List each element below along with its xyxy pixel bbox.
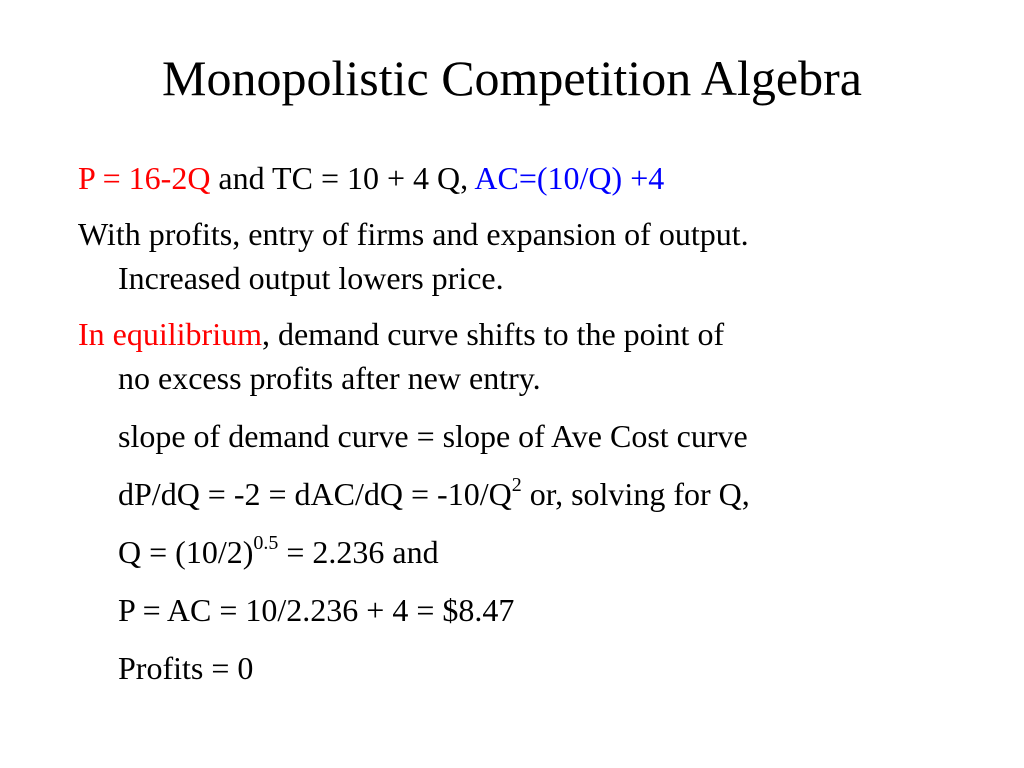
price-solution-line: P = AC = 10/2.236 + 4 = $8.47 (118, 592, 515, 628)
solving-text: or, solving for Q, (521, 476, 750, 512)
quantity-solution-line (78, 530, 978, 574)
slope-equality-line: slope of demand curve = slope of Ave Cost curve (118, 418, 748, 454)
equations-line (78, 156, 978, 200)
quantity-text: Q = (10/2) (118, 534, 254, 570)
profits-entry-text: With profits, entry of firms and expansion of output. (78, 216, 749, 252)
derivative-text: dP/dQ = -2 = dAC/dQ = -10/Q (118, 476, 512, 512)
profits-entry-paragraph (78, 212, 978, 300)
quantity-result-text: = 2.236 and (278, 534, 439, 570)
slide-title: Monopolistic Competition Algebra (162, 50, 862, 106)
output-price-text: Increased output lowers price. (118, 260, 504, 296)
derivative-exponent: 2 (511, 474, 522, 497)
derivative-line (78, 472, 978, 516)
equilibrium-highlight: In equilibrium (78, 316, 262, 352)
profits-line: Profits = 0 (118, 650, 254, 686)
no-excess-profits-text: no excess profits after new entry. (118, 360, 541, 396)
quantity-exponent: 0.5 (253, 532, 279, 555)
slide-body (78, 156, 978, 690)
equilibrium-text: , demand curve shifts to the point of (261, 316, 725, 352)
demand-equation: P = 16-2Q (78, 160, 211, 196)
average-cost-equation: AC=(10/Q) +4 (474, 160, 665, 196)
total-cost-text: and TC = 10 + 4 Q, (210, 160, 475, 196)
equilibrium-paragraph (78, 312, 978, 400)
